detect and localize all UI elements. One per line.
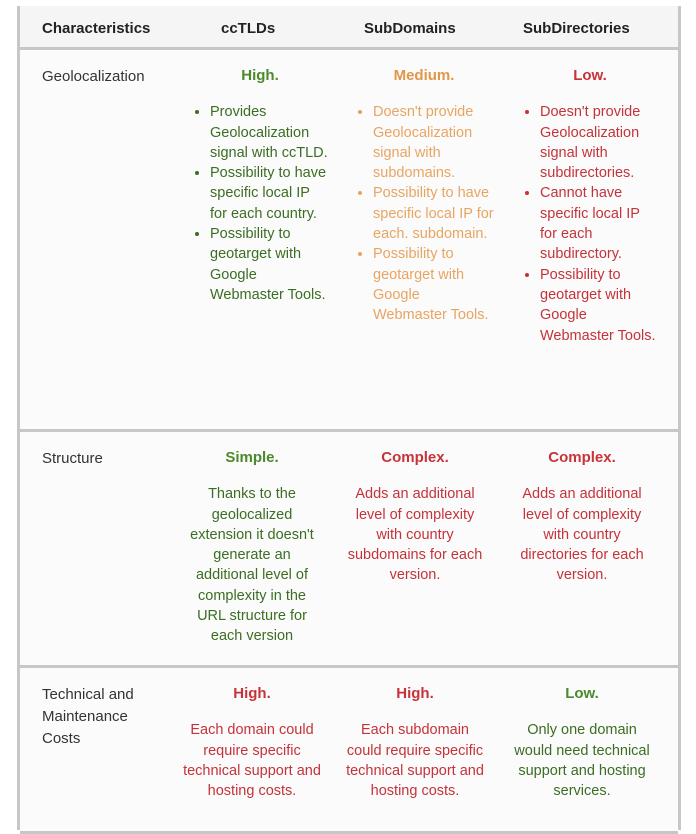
rating: Low. bbox=[573, 67, 607, 84]
list-item: • Possibility to have specific local IP for each. subdomain. bbox=[373, 183, 495, 244]
cell-subdirectories bbox=[520, 66, 660, 346]
rating: Complex. bbox=[381, 449, 449, 466]
table-header bbox=[20, 6, 678, 50]
rating: High. bbox=[241, 67, 279, 84]
cell-subdirectories bbox=[510, 448, 654, 586]
list-item: • Possibility to geotarget with Google Webmaster Tools. bbox=[540, 265, 660, 346]
row-label: Structure bbox=[42, 450, 103, 467]
bullet-list bbox=[353, 102, 495, 325]
rating: Low. bbox=[565, 685, 599, 702]
cell-cctlds bbox=[182, 684, 322, 801]
list-item: • Doesn't provide Geolocalization signal with subdomains. bbox=[373, 102, 495, 183]
list-item: • Provides Geolocalization signal with ccTLD. bbox=[210, 102, 330, 163]
list-item: • Cannot have specific local IP for each subdirectory. bbox=[540, 183, 660, 264]
rating: High. bbox=[233, 685, 271, 702]
bullet-list bbox=[520, 102, 660, 346]
table-row-geolocalization bbox=[20, 50, 678, 432]
cell-text: Each subdomain could require specific technical support and hosting costs. bbox=[346, 722, 484, 800]
cell-cctlds bbox=[190, 66, 330, 305]
header-characteristics: Characteristics bbox=[42, 20, 151, 37]
header-subdomains: SubDomains bbox=[364, 20, 456, 37]
header-cctlds: ccTLDs bbox=[221, 20, 276, 37]
cell-text: Adds an additional level of complexity with country subdomains for each version. bbox=[347, 486, 483, 584]
cell-text: Thanks to the geolocalized extension it doesn't generate an additional level of complexity in the URL structure for each version bbox=[190, 486, 314, 645]
comparison-table bbox=[17, 6, 681, 830]
bullet-list bbox=[190, 102, 330, 305]
row-label: Geolocalization bbox=[42, 68, 145, 85]
cell-subdomains bbox=[343, 684, 487, 801]
rating: Complex. bbox=[548, 449, 616, 466]
row-label: Technical and Maintenance Costs bbox=[42, 686, 134, 747]
cell-text: Only one domain would need technical support and hosting services. bbox=[514, 722, 650, 800]
cell-text: Each domain could require specific technical support and hosting costs. bbox=[183, 722, 321, 800]
list-item: • Possibility to geotarget with Google Webmaster Tools. bbox=[373, 244, 495, 325]
cell-subdirectories bbox=[510, 684, 654, 801]
list-item: • Doesn't provide Geolocalization signal with subdirectories. bbox=[540, 102, 660, 183]
table-row-costs bbox=[20, 668, 678, 834]
rating: Simple. bbox=[225, 449, 279, 466]
list-item: • Possibility to have specific local IP for each country. bbox=[210, 163, 330, 224]
table-row-structure bbox=[20, 432, 678, 668]
cell-text: Adds an additional level of complexity with country directories for each version. bbox=[520, 486, 644, 584]
rating: High. bbox=[396, 685, 434, 702]
cell-subdomains bbox=[343, 448, 487, 586]
cell-cctlds bbox=[182, 448, 322, 647]
list-item: • Possibility to geotarget with Google Webmaster Tools. bbox=[210, 224, 330, 305]
header-subdirectories: SubDirectories bbox=[523, 20, 630, 37]
rating: Medium. bbox=[393, 67, 455, 84]
cell-subdomains bbox=[353, 66, 495, 326]
